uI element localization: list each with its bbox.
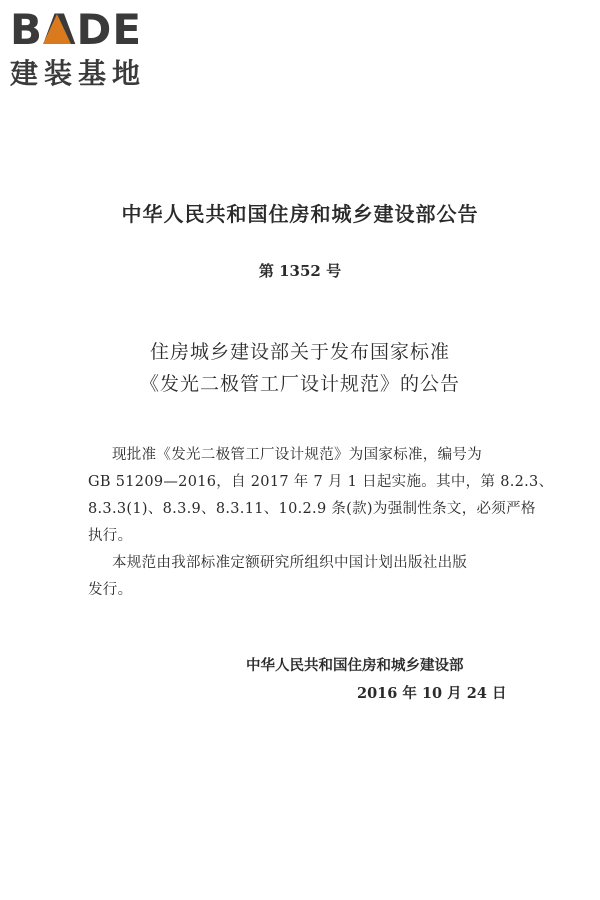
announcement-number: 第 1352 号 (258, 262, 342, 280)
body-text-line: 执行。 (88, 528, 133, 544)
announcement-title: 中华人民共和国住房和城乡建设部公告 (121, 202, 479, 226)
signature-organization: 中华人民共和国住房和城乡建设部 (246, 657, 464, 674)
body-text-line: 现批准《发光二极管工厂设计规范》为国家标准，编号为 (112, 447, 482, 463)
announcement-subtitle-line2: 《发光二极管工厂设计规范》的公告 (139, 373, 460, 395)
logo-triangle-icon (43, 14, 71, 44)
body-text-line: 8.3.3(1)、8.3.9、8.3.11、10.2.9 条(款)为强制性条文，必须严格 (88, 501, 536, 517)
body-text-line: 本规范由我部标准定额研究所组织中国计划出版社出版 (112, 555, 468, 571)
bade-logo (10, 6, 180, 92)
body-text-line: 发行。 (88, 582, 133, 598)
announcement-subtitle-line1: 住房城乡建设部关于发布国家标准 (149, 341, 450, 363)
body-text-line: GB 51209—2016，自 2017 年 7 月 1 日起实施。其中，第 8.2.3、 (88, 474, 554, 490)
signature-date: 2016 年 10 月 24 日 (357, 685, 507, 702)
logo-wordmark: BADE (10, 5, 143, 54)
logo-subtitle: 建装基地 (10, 57, 147, 90)
